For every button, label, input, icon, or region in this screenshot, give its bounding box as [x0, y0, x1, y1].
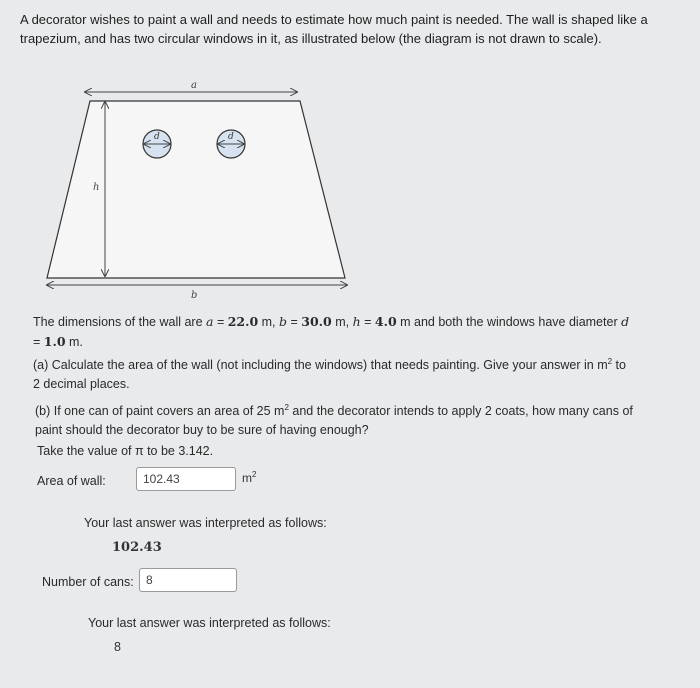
- pi-note: Take the value of π to be 3.142.: [37, 444, 214, 458]
- cans-input[interactable]: 8: [139, 568, 237, 592]
- window-1: [143, 130, 171, 158]
- window-2: [217, 130, 245, 158]
- wall-trapezium: [47, 101, 345, 278]
- question-part-b: (b) If one can of paint covers an area of 25 $m^2$ and the decorator intends to apply 2 coats, how many cans of paint should the decorator buy to be sure of having enough?: [35, 403, 633, 438]
- label-d-1: d: [154, 132, 160, 142]
- label-d-2: d: [228, 132, 234, 142]
- wall-dimensions: The dimensions of the wall are a = 22.0 m, b = 30.0 m, h = 4.0 m and both the windows have diameter d = 1.0 m.: [33, 314, 630, 349]
- trapezium-diagram: [35, 78, 355, 298]
- area-unit: $m^2$: [242, 470, 257, 485]
- label-b: b: [191, 290, 198, 298]
- area-interpretation-value: 102.43: [112, 540, 162, 555]
- question-part-a: (a) Calculate the area of the wall (not including the windows) that needs painting. Give your answer in $m^2$ to 2 decimal places.: [33, 357, 626, 392]
- problem-intro: A decorator wishes to paint a wall and needs to estimate how much paint is needed. The wall is shaped like a trapezium, and has two circular windows in it, as illustrated below (the diagram is not drawn to scale).: [20, 12, 648, 46]
- cans-interpretation-label: Your last answer was interpreted as follows:: [88, 616, 331, 630]
- label-h: h: [93, 182, 100, 193]
- area-interpretation-label: Your last answer was interpreted as follows:: [84, 516, 327, 530]
- area-input[interactable]: 102.43: [136, 467, 236, 491]
- cans-label: Number of cans:: [42, 575, 134, 589]
- cans-interpretation-value: 8: [114, 640, 121, 654]
- label-a: a: [191, 80, 197, 91]
- area-label: Area of wall:: [37, 474, 106, 488]
